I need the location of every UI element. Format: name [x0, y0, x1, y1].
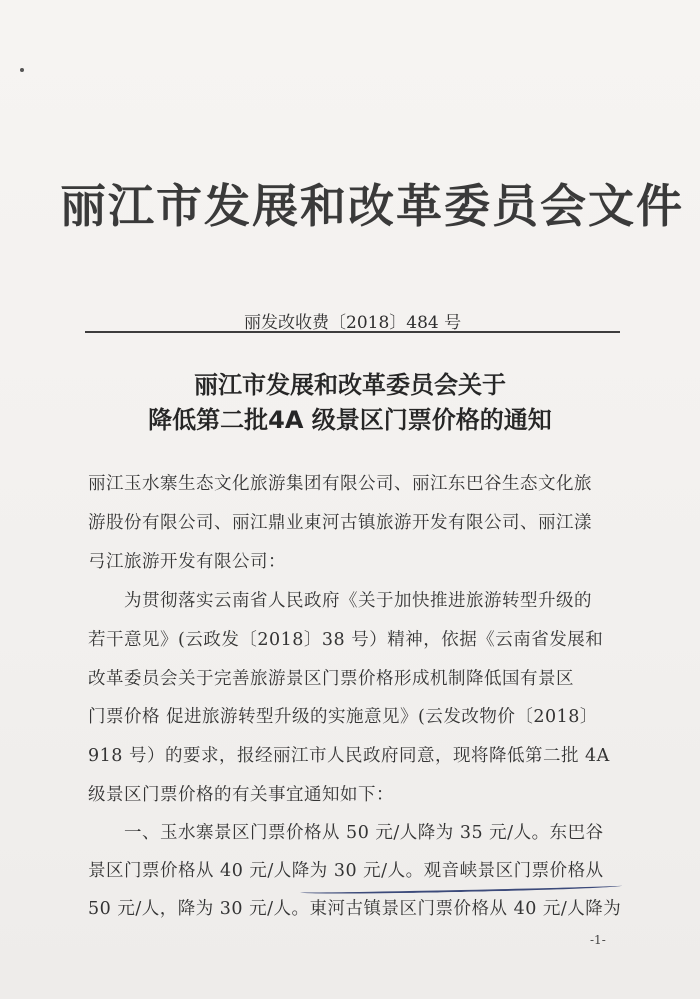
body-line: 级景区门票价格的有关事宜通知如下： — [88, 785, 394, 805]
header-divider — [85, 331, 620, 333]
body-line: 50 元/人，降为 30 元/人。東河古镇景区门票价格从 40 元/人降为 — [88, 899, 622, 919]
body-line: 改革委员会关于完善旅游景区门票价格形成机制降低国有景区 — [88, 669, 574, 689]
notice-title-line-2: 降低第二批4A 级景区门票价格的通知 — [148, 406, 552, 434]
body-line: 景区门票价格从 40 元/人降为 30 元/人。观音峡景区门票价格从 — [88, 861, 604, 881]
body-line: 游股份有限公司、丽江鼎业東河古镇旅游开发有限公司、丽江漾 — [88, 513, 592, 533]
body-line: 门票价格 促进旅游转型升级的实施意见》(云发改物价〔2018〕 — [88, 707, 598, 727]
body-line: 若干意见》(云政发〔2018〕38 号）精神，依据《云南省发展和 — [88, 630, 604, 650]
body-line: 弓江旅游开发有限公司： — [88, 552, 286, 572]
document-header-title: 丽江市发展和改革委员会文件 — [60, 179, 684, 233]
pen-underline-mark — [300, 883, 622, 896]
body-line: 丽江玉水寨生态文化旅游集团有限公司、丽江东巴谷生态文化旅 — [88, 474, 592, 494]
body-line: 918 号）的要求，报经丽江市人民政府同意，现将降低第二批 4A — [88, 746, 610, 766]
body-line: 一、玉水寨景区门票价格从 50 元/人降为 35 元/人。东巴谷 — [88, 823, 604, 843]
scan-speck — [20, 68, 24, 72]
document-number: 丽发改收费〔2018〕484 号 — [244, 313, 462, 333]
notice-title-line-1: 丽江市发展和改革委员会关于 — [194, 371, 506, 399]
body-line: 为贯彻落实云南省人民政府《关于加快推进旅游转型升级的 — [88, 591, 592, 611]
page-number: -1- — [590, 933, 606, 947]
